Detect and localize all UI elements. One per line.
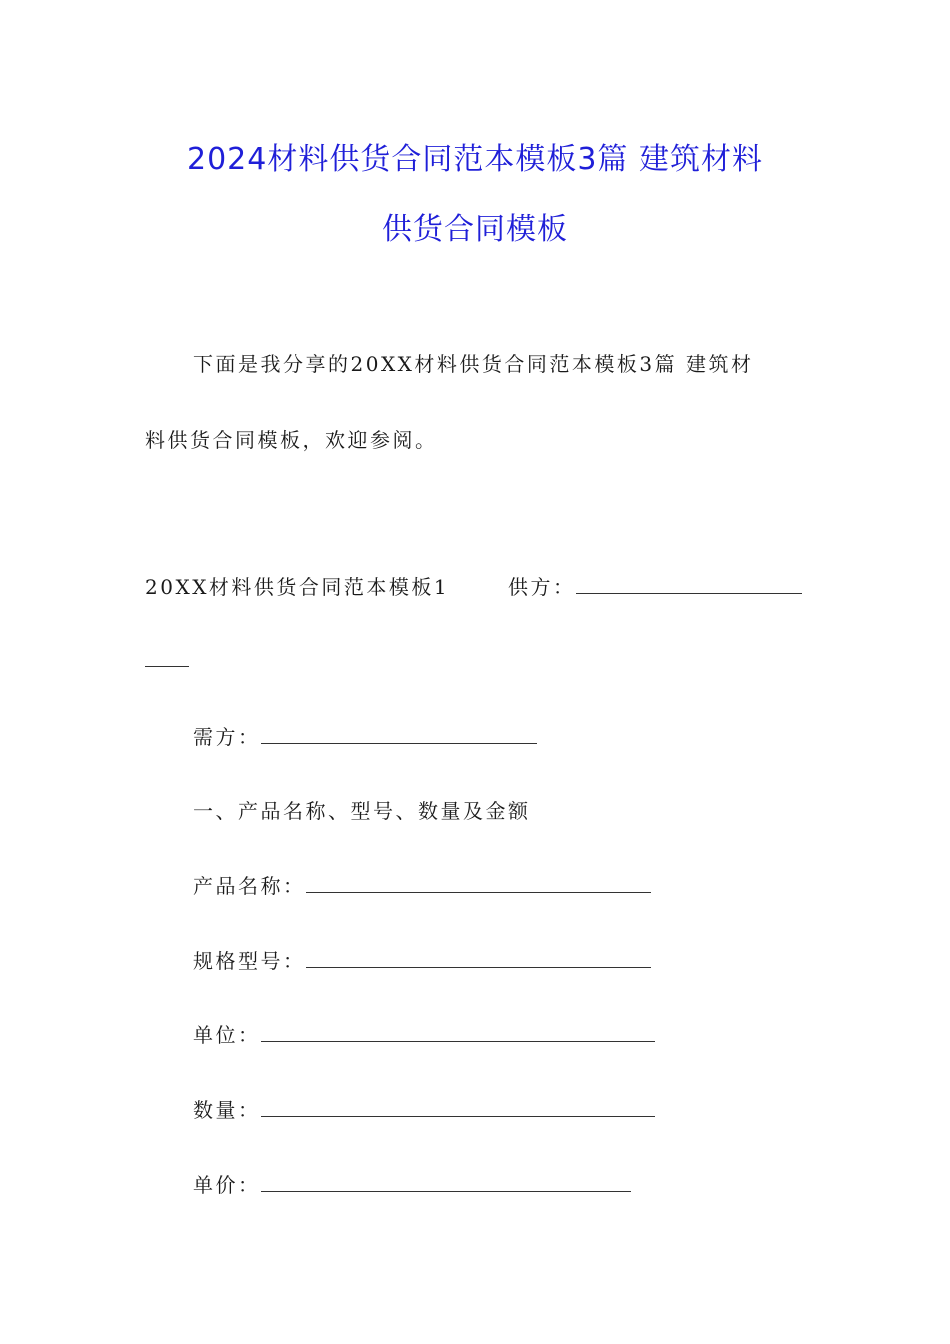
unit-price-label: 单价：: [193, 1173, 261, 1197]
product-name-blank-line: [306, 872, 651, 893]
document-title-line-2: 供货合同模板: [382, 212, 568, 247]
spec-model-label: 规格型号：: [193, 949, 306, 973]
unit-field: [193, 1019, 655, 1048]
unit-label: 单位：: [193, 1023, 261, 1047]
section-1-heading: [145, 571, 449, 600]
unit-price-field: [193, 1169, 631, 1198]
spec-model-blank-line: [306, 947, 651, 968]
supplier-blank-line: [576, 573, 802, 594]
supplier-blank-line-continued: [145, 666, 189, 667]
buyer-blank-line: [261, 723, 537, 744]
document-title-line-1: 2024材料供货合同范本模板3篇 建筑材料: [187, 142, 763, 177]
intro-paragraph-line-2: 料供货合同模板，欢迎参阅。: [145, 428, 438, 452]
unit-price-blank-line: [261, 1171, 631, 1192]
spec-model-field: [193, 945, 651, 974]
unit-blank-line: [261, 1021, 655, 1042]
supplier-label: 供方：: [508, 575, 576, 599]
intro-paragraph-line-1: 下面是我分享的20XX材料供货合同范本模板3篇 建筑材: [193, 352, 754, 376]
quantity-label: 数量：: [193, 1098, 261, 1122]
product-name-label: 产品名称：: [193, 874, 306, 898]
buyer-field: [193, 721, 537, 750]
buyer-label: 需方：: [193, 725, 261, 749]
product-name-field: [193, 870, 651, 899]
quantity-field: [193, 1094, 655, 1123]
section-1-title: 20XX材料供货合同范本模板1: [145, 575, 450, 599]
supplier-field: [508, 571, 802, 600]
clause-1-heading: 一、产品名称、型号、数量及金额: [193, 799, 531, 823]
quantity-blank-line: [261, 1096, 655, 1117]
